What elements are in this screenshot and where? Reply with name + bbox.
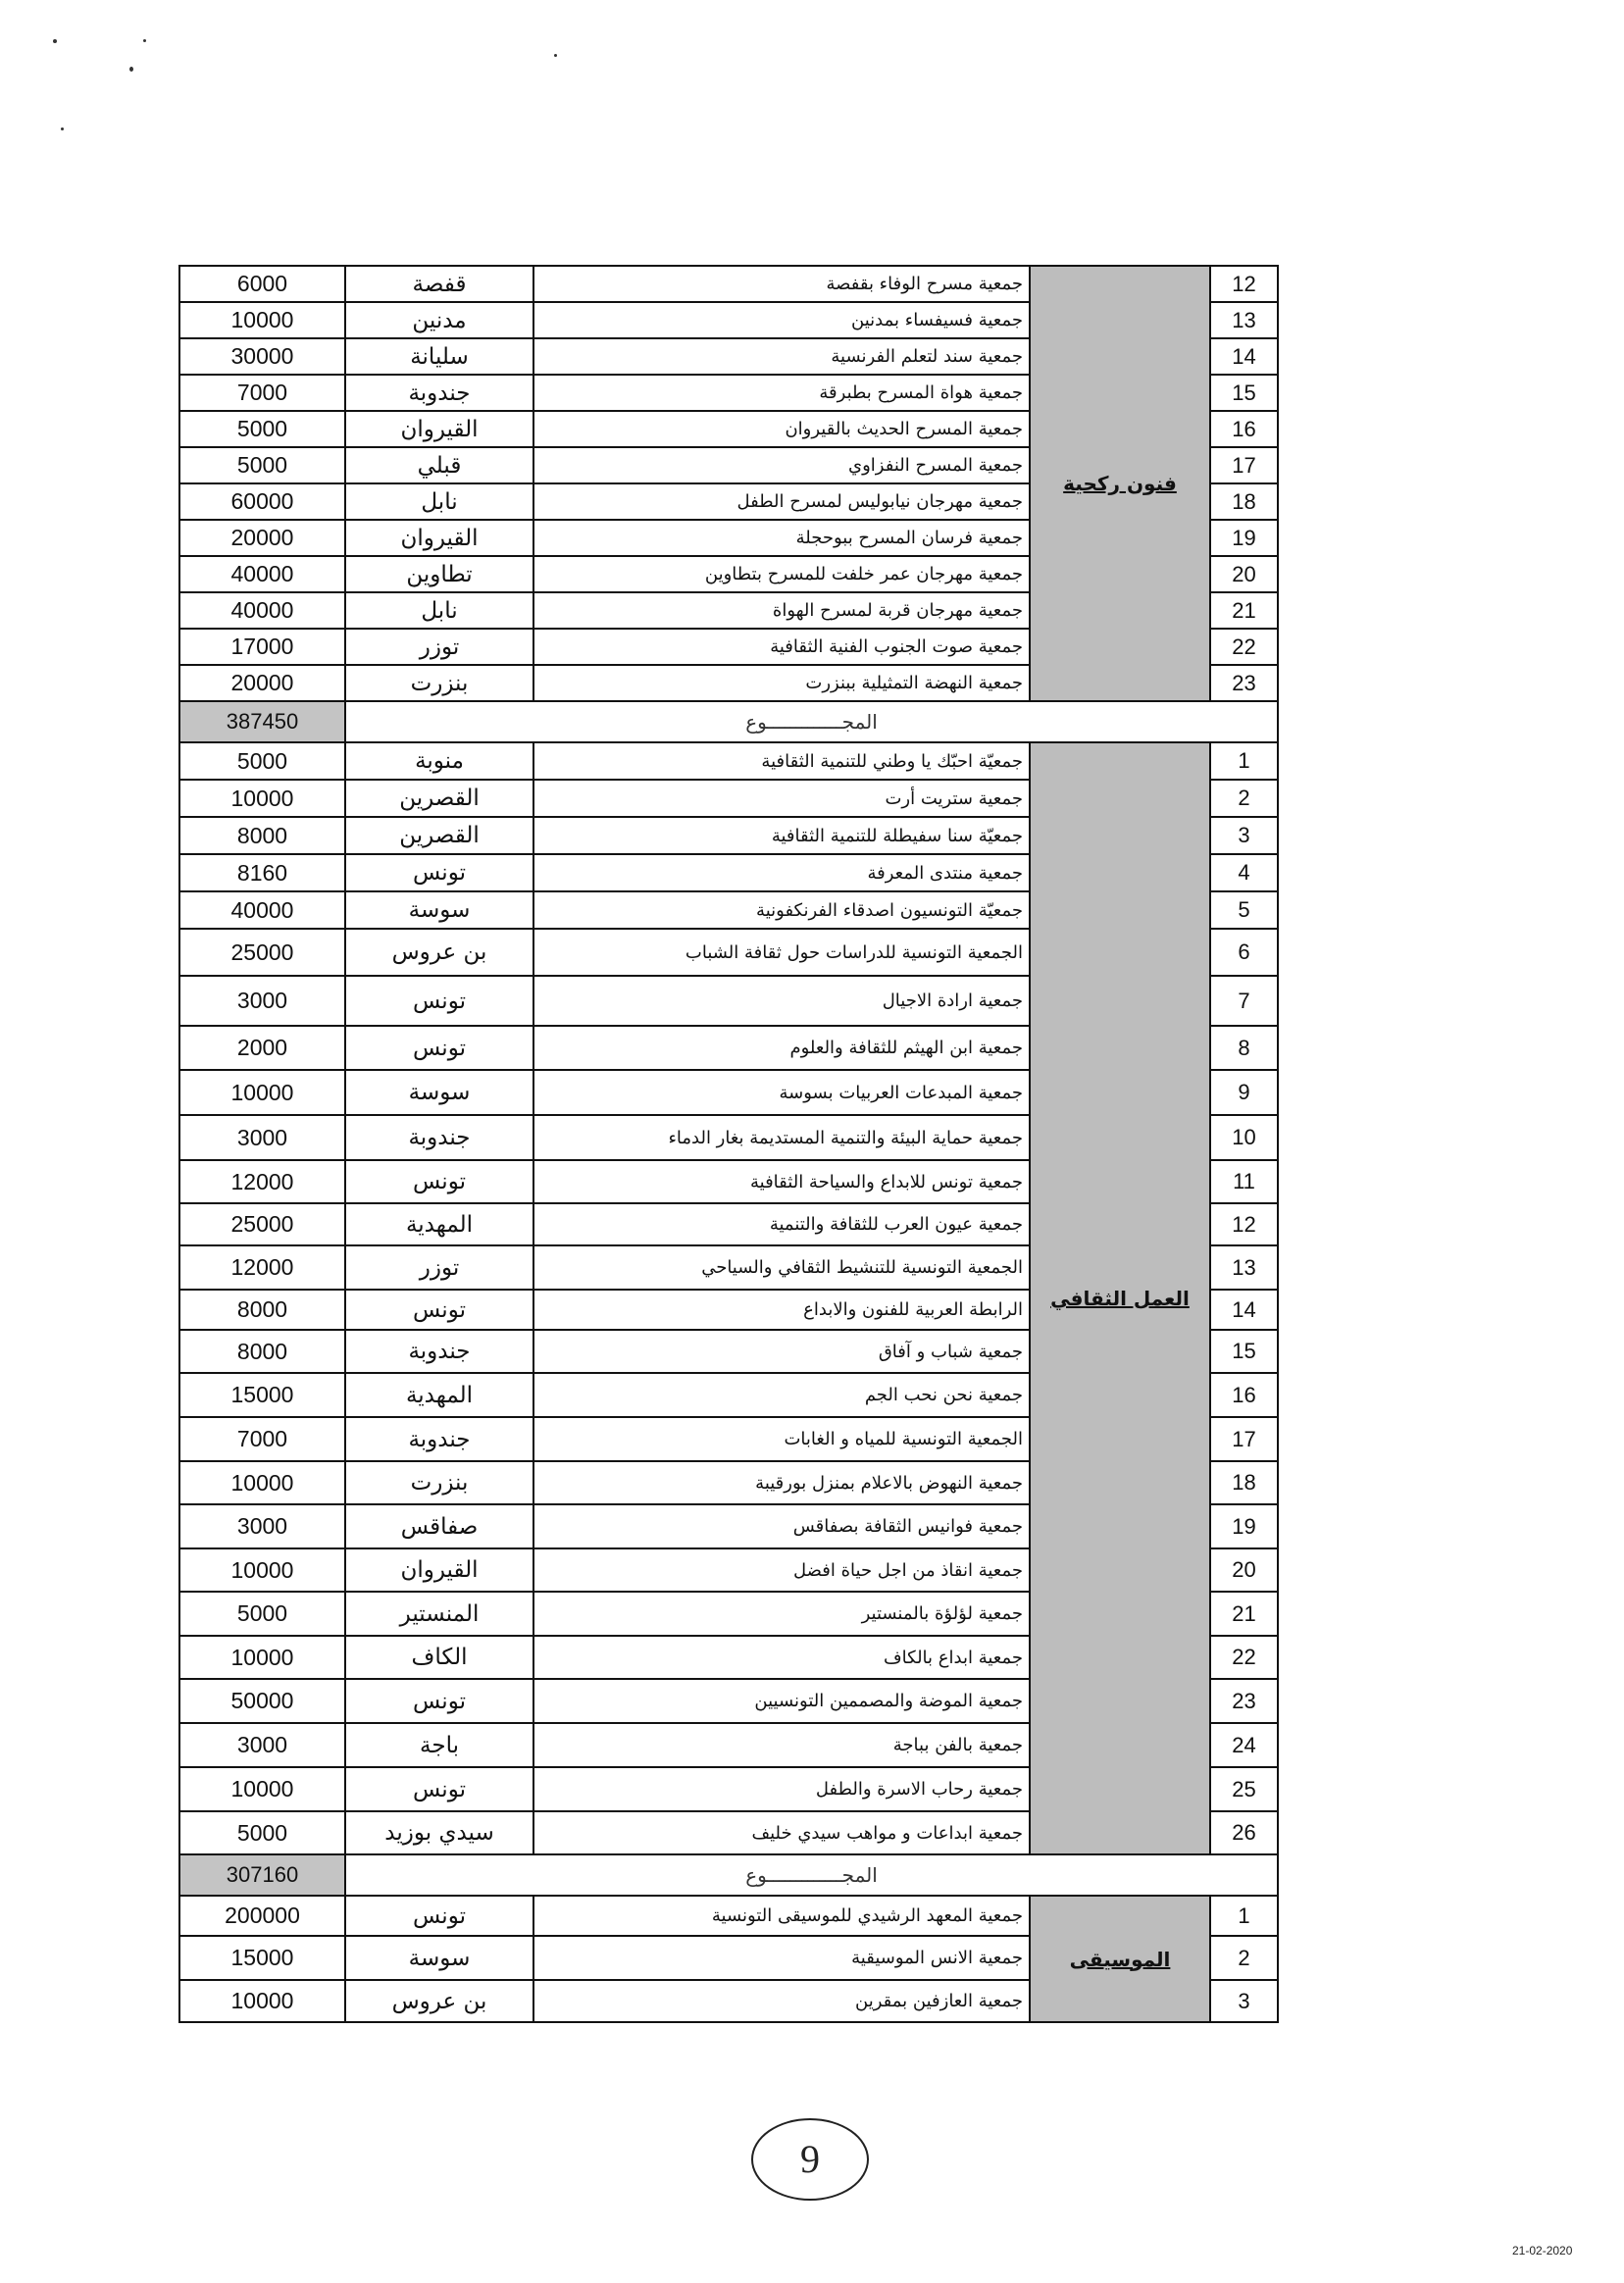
row-number: 20 — [1210, 1548, 1278, 1592]
row-association-name: جمعية فرسان المسرح ببوحجلة — [533, 520, 1030, 556]
row-association-name: جمعية رحاب الاسرة والطفل — [533, 1767, 1030, 1811]
row-city: نابل — [345, 592, 533, 629]
row-amount: 40000 — [179, 556, 345, 592]
section-total: 387450 — [179, 701, 345, 742]
row-city: تطاوين — [345, 556, 533, 592]
table-row — [179, 266, 1278, 302]
row-number: 21 — [1210, 592, 1278, 629]
row-amount: 25000 — [179, 929, 345, 976]
row-city: جندوبة — [345, 1417, 533, 1461]
row-association-name: جمعيّة التونسيون اصدقاء الفرنكفونية — [533, 891, 1030, 929]
row-number: 4 — [1210, 854, 1278, 891]
scan-speck — [61, 127, 64, 130]
row-number: 10 — [1210, 1115, 1278, 1160]
row-amount: 5000 — [179, 411, 345, 447]
row-city: سيدي بوزيد — [345, 1811, 533, 1854]
table-row — [179, 742, 1278, 780]
row-amount: 8160 — [179, 854, 345, 891]
row-number: 11 — [1210, 1160, 1278, 1203]
row-association-name: جمعيّة سنا سفيطلة للتنمية الثقافية — [533, 817, 1030, 854]
row-number: 20 — [1210, 556, 1278, 592]
row-city: تونس — [345, 854, 533, 891]
row-city: القيروان — [345, 411, 533, 447]
row-association-name: جمعية بالفن بباجة — [533, 1723, 1030, 1767]
row-city: مدنين — [345, 302, 533, 338]
row-city: الكاف — [345, 1636, 533, 1679]
row-number: 23 — [1210, 1679, 1278, 1723]
row-amount: 50000 — [179, 1679, 345, 1723]
row-number: 13 — [1210, 302, 1278, 338]
row-amount: 10000 — [179, 1767, 345, 1811]
row-city: تونس — [345, 1160, 533, 1203]
row-association-name: جمعية صوت الجنوب الفنية الثقافية — [533, 629, 1030, 665]
table-row — [179, 1896, 1278, 1936]
row-amount: 200000 — [179, 1896, 345, 1936]
row-association-name: جمعية حماية البيئة والتنمية المستديمة بغار الدماء — [533, 1115, 1030, 1160]
row-amount: 17000 — [179, 629, 345, 665]
row-association-name: جمعية ابداعات و مواهب سيدي خليف — [533, 1811, 1030, 1854]
row-city: المهدية — [345, 1373, 533, 1417]
row-association-name: جمعية فوانيس الثقافة بصفاقس — [533, 1504, 1030, 1548]
row-association-name: جمعية سند لتعلم الفرنسية — [533, 338, 1030, 375]
row-amount: 12000 — [179, 1245, 345, 1290]
row-amount: 10000 — [179, 1980, 345, 2022]
total-label: المجـــــــــــــوع — [345, 1854, 1278, 1896]
row-number: 17 — [1210, 1417, 1278, 1461]
row-amount: 10000 — [179, 302, 345, 338]
row-association-name: جمعية الانس الموسيقية — [533, 1936, 1030, 1980]
row-association-name: جمعية نحن نحب الجم — [533, 1373, 1030, 1417]
row-association-name: جمعية الموضة والمصممين التونسيين — [533, 1679, 1030, 1723]
row-city: سوسة — [345, 1936, 533, 1980]
row-amount: 5000 — [179, 742, 345, 780]
row-number: 15 — [1210, 1330, 1278, 1373]
row-city: تونس — [345, 1290, 533, 1330]
row-number: 3 — [1210, 817, 1278, 854]
row-amount: 7000 — [179, 1417, 345, 1461]
row-number: 13 — [1210, 1245, 1278, 1290]
row-city: القيروان — [345, 520, 533, 556]
scan-speck — [143, 39, 146, 42]
row-association-name: جمعية مسرح الوفاء بقفصة — [533, 266, 1030, 302]
row-amount: 3000 — [179, 1504, 345, 1548]
row-number: 23 — [1210, 665, 1278, 701]
row-city: صفاقس — [345, 1504, 533, 1548]
row-number: 14 — [1210, 1290, 1278, 1330]
row-amount: 10000 — [179, 1461, 345, 1504]
row-number: 9 — [1210, 1070, 1278, 1115]
row-association-name: جمعية هواة المسرح بطبرقة — [533, 375, 1030, 411]
row-number: 12 — [1210, 1203, 1278, 1245]
row-city: نابل — [345, 483, 533, 520]
row-city: المهدية — [345, 1203, 533, 1245]
row-association-name: جمعية فسيفساء بمدنين — [533, 302, 1030, 338]
row-association-name: جمعية ستريت أرت — [533, 780, 1030, 817]
row-number: 16 — [1210, 411, 1278, 447]
row-amount: 8000 — [179, 1330, 345, 1373]
row-number: 5 — [1210, 891, 1278, 929]
row-number: 18 — [1210, 483, 1278, 520]
row-amount: 20000 — [179, 520, 345, 556]
row-city: باجة — [345, 1723, 533, 1767]
page-number: 9 — [751, 2118, 869, 2201]
row-city: تونس — [345, 1767, 533, 1811]
row-association-name: الجمعية التونسية للمياه و الغابات — [533, 1417, 1030, 1461]
row-association-name: جمعية لؤلؤة بالمنستير — [533, 1592, 1030, 1636]
row-amount: 10000 — [179, 780, 345, 817]
row-city: القصرين — [345, 817, 533, 854]
row-association-name: جمعية ابن الهيثم للثقافة والعلوم — [533, 1026, 1030, 1070]
row-city: تونس — [345, 1896, 533, 1936]
row-city: تونس — [345, 1679, 533, 1723]
row-association-name: جمعية تونس للابداع والسياحة الثقافية — [533, 1160, 1030, 1203]
row-amount: 12000 — [179, 1160, 345, 1203]
row-city: قبلي — [345, 447, 533, 483]
row-number: 15 — [1210, 375, 1278, 411]
row-city: سوسة — [345, 891, 533, 929]
row-city: تونس — [345, 1026, 533, 1070]
row-amount: 8000 — [179, 817, 345, 854]
row-amount: 60000 — [179, 483, 345, 520]
row-city: بنزرت — [345, 665, 533, 701]
scan-speck — [554, 54, 557, 57]
row-city: توزر — [345, 629, 533, 665]
row-association-name: جمعية شباب و آفاق — [533, 1330, 1030, 1373]
row-amount: 6000 — [179, 266, 345, 302]
date-stamp: 21-02-2020 — [1512, 2244, 1573, 2258]
row-number: 22 — [1210, 629, 1278, 665]
row-city: المنستير — [345, 1592, 533, 1636]
row-amount: 5000 — [179, 447, 345, 483]
row-amount: 40000 — [179, 592, 345, 629]
row-number: 22 — [1210, 1636, 1278, 1679]
row-association-name: جمعية النهضة التمثيلية ببنزرت — [533, 665, 1030, 701]
row-city: القصرين — [345, 780, 533, 817]
row-number: 18 — [1210, 1461, 1278, 1504]
row-association-name: جمعية مهرجان قربة لمسرح الهواة — [533, 592, 1030, 629]
row-number: 2 — [1210, 780, 1278, 817]
row-city: بنزرت — [345, 1461, 533, 1504]
row-amount: 3000 — [179, 1115, 345, 1160]
row-association-name: جمعية المسرح النفزاوي — [533, 447, 1030, 483]
row-number: 7 — [1210, 976, 1278, 1026]
row-association-name: جمعية مهرجان عمر خلفت للمسرح بتطاوين — [533, 556, 1030, 592]
row-association-name: جمعية مهرجان نيابوليس لمسرح الطفل — [533, 483, 1030, 520]
total-row — [179, 1854, 1278, 1896]
row-number: 3 — [1210, 1980, 1278, 2022]
row-city: بن عروس — [345, 1980, 533, 2022]
row-association-name: الجمعية التونسية للتنشيط الثقافي والسياحي — [533, 1245, 1030, 1290]
row-association-name: جمعية المسرح الحديث بالقيروان — [533, 411, 1030, 447]
row-number: 17 — [1210, 447, 1278, 483]
row-number: 26 — [1210, 1811, 1278, 1854]
row-city: جندوبة — [345, 375, 533, 411]
row-amount: 10000 — [179, 1548, 345, 1592]
row-number: 24 — [1210, 1723, 1278, 1767]
row-city: بن عروس — [345, 929, 533, 976]
row-amount: 10000 — [179, 1636, 345, 1679]
row-number: 2 — [1210, 1936, 1278, 1980]
row-association-name: جمعية النهوض بالاعلام بمنزل بورقيبة — [533, 1461, 1030, 1504]
row-city: جندوبة — [345, 1115, 533, 1160]
row-amount: 25000 — [179, 1203, 345, 1245]
row-amount: 2000 — [179, 1026, 345, 1070]
row-amount: 20000 — [179, 665, 345, 701]
row-number: 12 — [1210, 266, 1278, 302]
row-association-name: جمعية العازفين بمقرين — [533, 1980, 1030, 2022]
row-number: 16 — [1210, 1373, 1278, 1417]
row-association-name: جمعية ابداع بالكاف — [533, 1636, 1030, 1679]
row-amount: 5000 — [179, 1811, 345, 1854]
row-city: القيروان — [345, 1548, 533, 1592]
row-number: 1 — [1210, 1896, 1278, 1936]
section-total: 307160 — [179, 1854, 345, 1896]
scan-speck — [129, 67, 133, 72]
row-amount: 5000 — [179, 1592, 345, 1636]
row-city: جندوبة — [345, 1330, 533, 1373]
row-amount: 40000 — [179, 891, 345, 929]
row-number: 25 — [1210, 1767, 1278, 1811]
row-city: توزر — [345, 1245, 533, 1290]
row-number: 19 — [1210, 520, 1278, 556]
category-cell: الموسيقى — [1030, 1896, 1210, 2022]
row-association-name: جمعيّة احبّك يا وطني للتنمية الثقافية — [533, 742, 1030, 780]
category-cell: فنون ركحية — [1030, 266, 1210, 701]
row-city: سليانة — [345, 338, 533, 375]
row-amount: 15000 — [179, 1373, 345, 1417]
row-amount: 10000 — [179, 1070, 345, 1115]
row-number: 6 — [1210, 929, 1278, 976]
row-association-name: جمعية عيون العرب للثقافة والتنمية — [533, 1203, 1030, 1245]
row-association-name: جمعية ارادة الاجيال — [533, 976, 1030, 1026]
row-association-name: جمعية المبدعات العربيات بسوسة — [533, 1070, 1030, 1115]
row-amount: 15000 — [179, 1936, 345, 1980]
row-association-name: جمعية المعهد الرشيدي للموسيقى التونسية — [533, 1896, 1030, 1936]
total-label: المجـــــــــــــوع — [345, 701, 1278, 742]
row-number: 1 — [1210, 742, 1278, 780]
row-city: سوسة — [345, 1070, 533, 1115]
row-city: تونس — [345, 976, 533, 1026]
scan-speck — [53, 39, 57, 43]
allocation-table — [178, 265, 1279, 2023]
row-association-name: الرابطة العربية للفنون والابداع — [533, 1290, 1030, 1330]
row-city: منوبة — [345, 742, 533, 780]
row-city: قفصة — [345, 266, 533, 302]
row-number: 21 — [1210, 1592, 1278, 1636]
row-amount: 3000 — [179, 976, 345, 1026]
row-number: 19 — [1210, 1504, 1278, 1548]
row-number: 14 — [1210, 338, 1278, 375]
row-amount: 3000 — [179, 1723, 345, 1767]
row-amount: 7000 — [179, 375, 345, 411]
row-association-name: الجمعية التونسية للدراسات حول ثقافة الشباب — [533, 929, 1030, 976]
row-amount: 8000 — [179, 1290, 345, 1330]
category-cell: العمل الثقافي — [1030, 742, 1210, 1854]
row-number: 8 — [1210, 1026, 1278, 1070]
row-association-name: جمعية انقاذ من اجل حياة افضل — [533, 1548, 1030, 1592]
total-row — [179, 701, 1278, 742]
row-amount: 30000 — [179, 338, 345, 375]
row-association-name: جمعية منتدى المعرفة — [533, 854, 1030, 891]
